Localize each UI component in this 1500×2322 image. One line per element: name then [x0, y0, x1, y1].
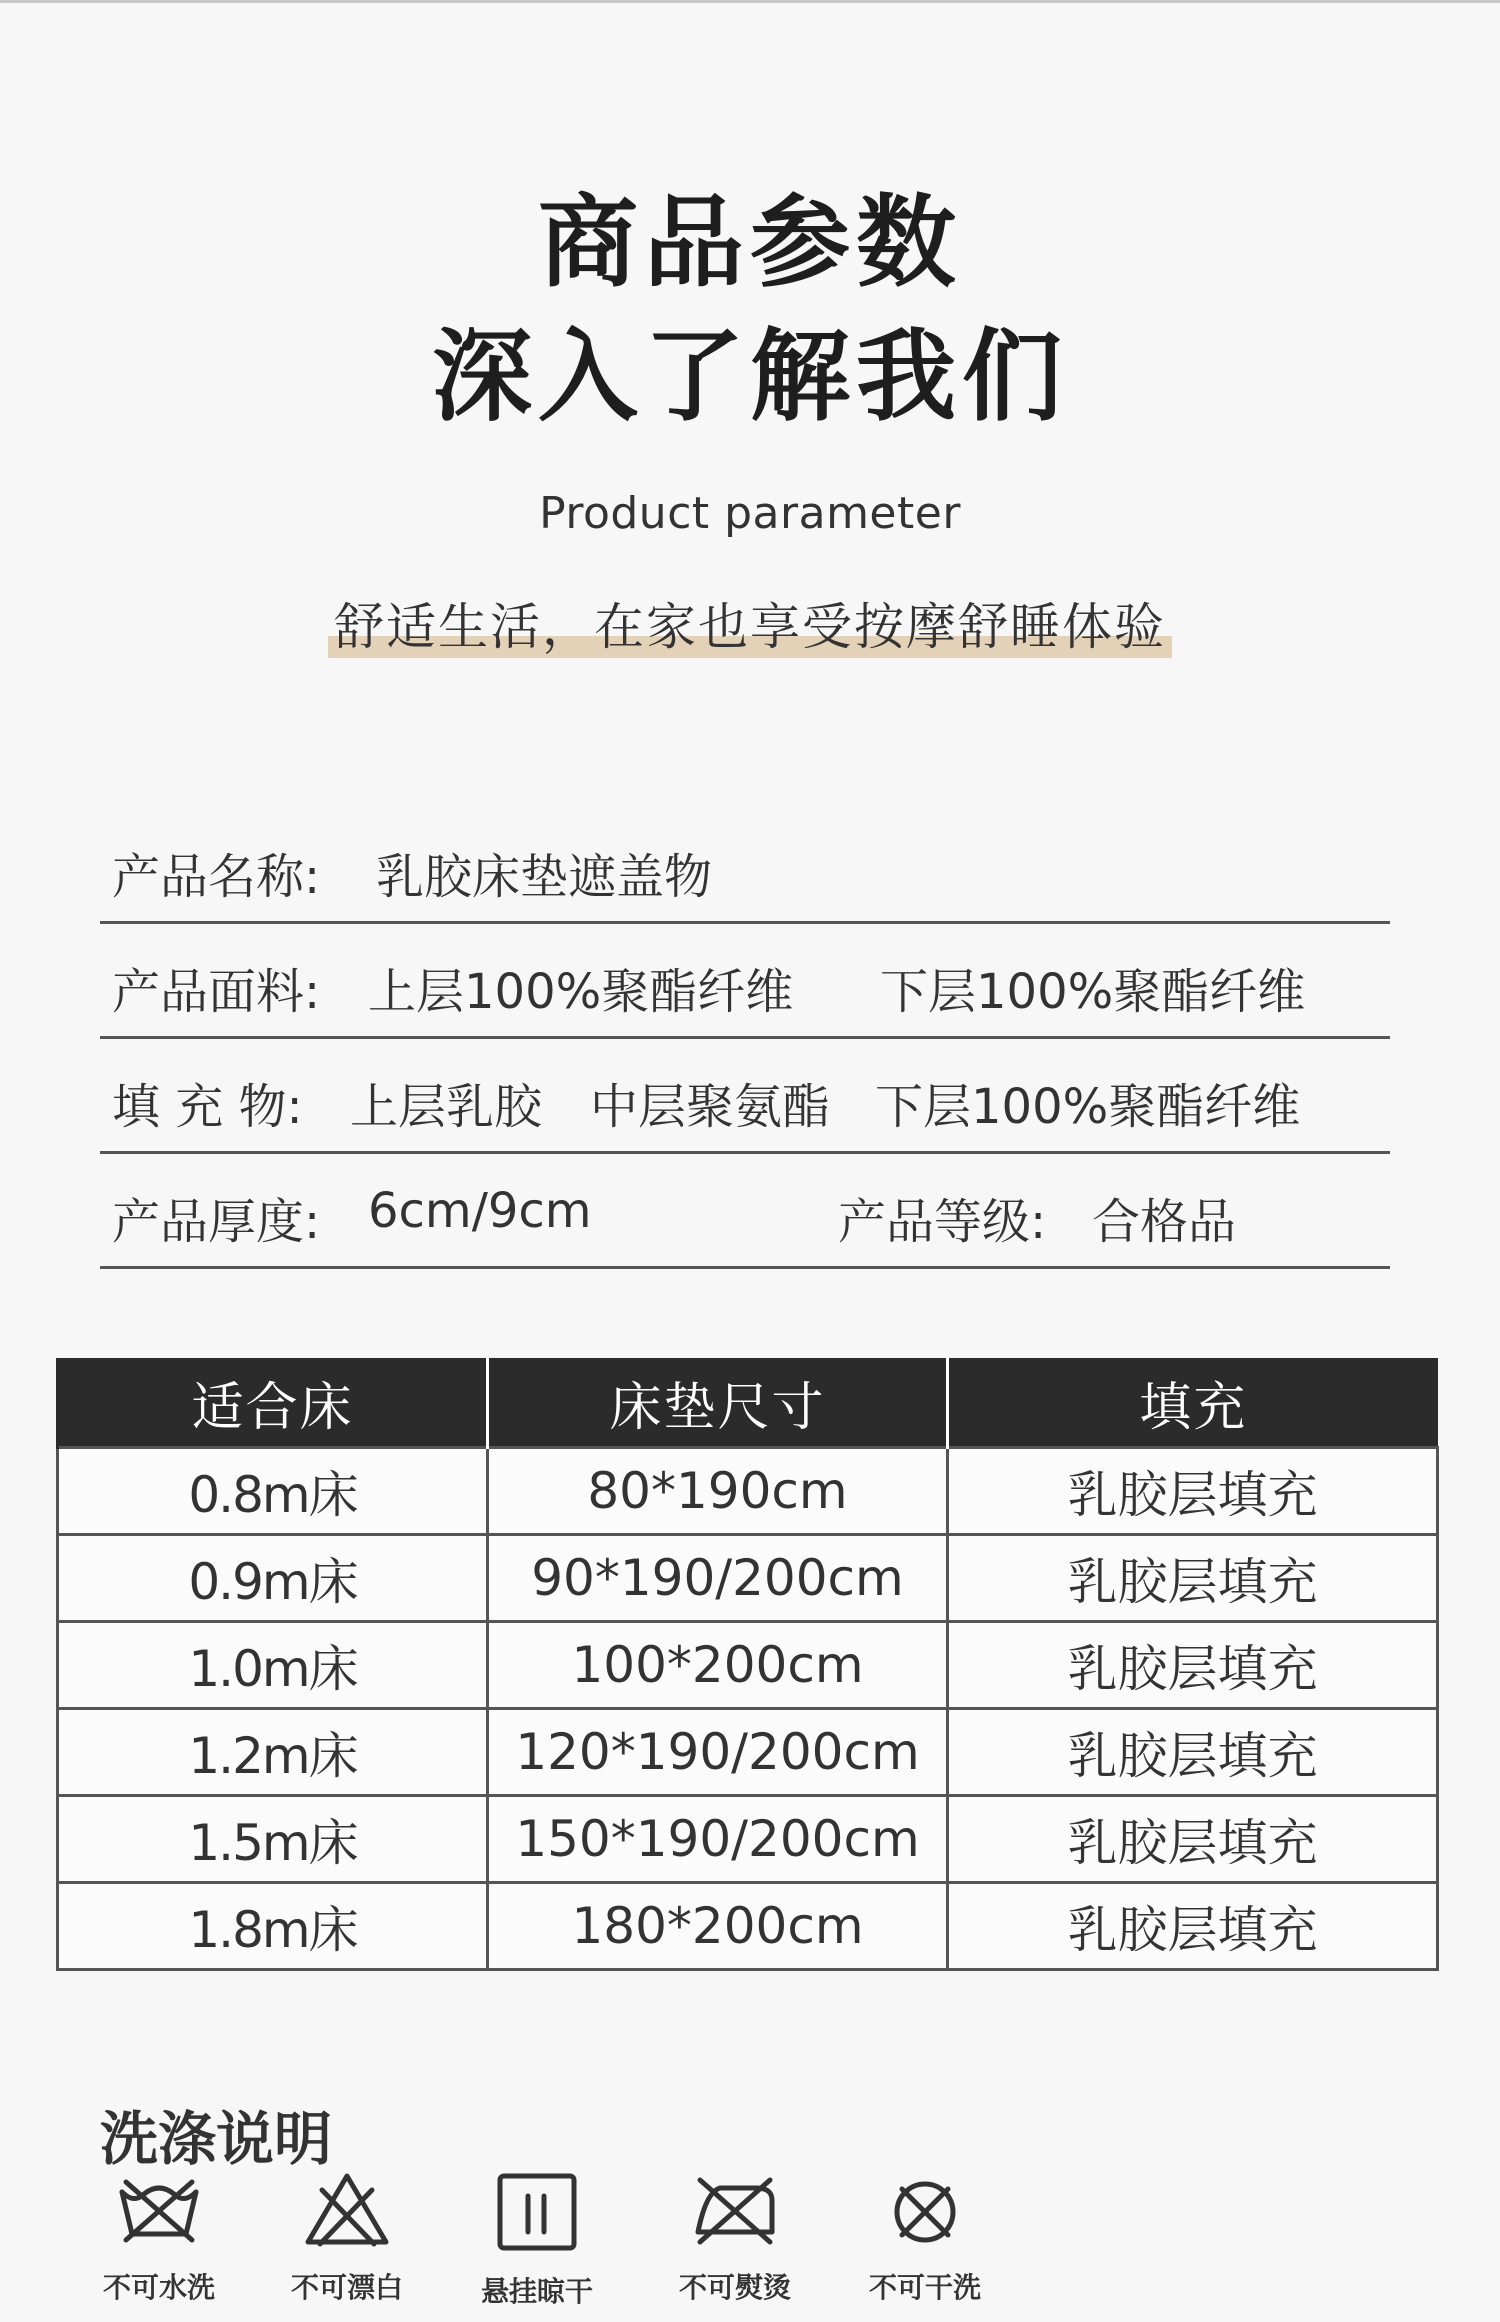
page-title: 商品参数	[538, 184, 962, 301]
mattress-size-cell: 80*190cm	[488, 1448, 948, 1535]
page-subtitle: 深入了解我们	[432, 318, 1068, 435]
filling-cell: 乳胶层填充	[948, 1796, 1438, 1883]
washing-title: 洗涤说明	[100, 2105, 333, 2173]
wash-item-no-iron	[660, 2170, 810, 2306]
spec-value: 乳胶床垫遮盖物	[376, 849, 713, 905]
slogan-banner	[0, 592, 1500, 662]
spec-row-name	[100, 806, 1390, 924]
filling-cell: 乳胶层填充	[948, 1883, 1438, 1970]
table-row	[58, 1448, 1438, 1535]
no-dry-clean-icon	[880, 2170, 970, 2250]
column-header: 填充	[948, 1358, 1438, 1448]
spec-value: 6cm/9cm	[368, 1183, 592, 1239]
wash-label: 不可熨烫	[678, 2271, 791, 2304]
size-table	[56, 1358, 1439, 1971]
wash-item-no-dry-clean	[850, 2170, 1000, 2306]
spec-value: 中层聚氨酯	[590, 1079, 831, 1135]
spec-label: 产品名称:	[112, 849, 321, 905]
wash-item-hang-dry	[462, 2170, 612, 2310]
mattress-size-cell: 100*200cm	[488, 1622, 948, 1709]
spec-label: 产品等级:	[838, 1194, 1047, 1250]
spec-value: 上层乳胶	[350, 1079, 543, 1135]
english-subtitle: Product parameter	[539, 488, 961, 539]
wash-item-no-bleach	[272, 2170, 422, 2306]
spec-label: 填 充 物:	[112, 1079, 303, 1135]
table-row	[58, 1796, 1438, 1883]
spec-row-filling	[100, 1036, 1390, 1154]
spec-label: 产品面料:	[112, 964, 321, 1020]
spec-label: 产品厚度:	[112, 1194, 321, 1250]
mattress-size-cell: 180*200cm	[488, 1883, 948, 1970]
wash-label: 不可漂白	[290, 2271, 403, 2304]
spec-value: 上层100%聚酯纤维	[368, 964, 794, 1020]
wash-label: 悬挂晾干	[480, 2275, 593, 2308]
column-header: 适合床	[58, 1358, 488, 1448]
no-iron-icon	[690, 2170, 780, 2250]
slogan-text: 舒适生活，在家也享受按摩舒睡体验	[334, 598, 1166, 656]
filling-cell: 乳胶层填充	[948, 1622, 1438, 1709]
mattress-size-cell: 90*190/200cm	[488, 1535, 948, 1622]
mattress-size-cell: 150*190/200cm	[488, 1796, 948, 1883]
bed-size-cell: 1.5m床	[58, 1796, 488, 1883]
spec-row-fabric	[100, 921, 1390, 1039]
table-row	[58, 1709, 1438, 1796]
table-header-row	[58, 1358, 1438, 1448]
filling-cell: 乳胶层填充	[948, 1535, 1438, 1622]
spec-value: 下层100%聚酯纤维	[880, 964, 1306, 1020]
table-row	[58, 1883, 1438, 1970]
no-washing-icon	[114, 2170, 204, 2250]
table-row	[58, 1535, 1438, 1622]
table-row	[58, 1622, 1438, 1709]
wash-label: 不可水洗	[102, 2271, 215, 2304]
column-header: 床垫尺寸	[488, 1358, 948, 1448]
spec-value: 合格品	[1092, 1194, 1237, 1250]
bed-size-cell: 1.0m床	[58, 1622, 488, 1709]
top-divider	[0, 0, 1500, 3]
slogan	[330, 592, 1170, 662]
wash-label: 不可干洗	[868, 2271, 981, 2304]
wash-item-no-washing	[84, 2170, 234, 2306]
bed-size-cell: 0.8m床	[58, 1448, 488, 1535]
filling-cell: 乳胶层填充	[948, 1448, 1438, 1535]
mattress-size-cell: 120*190/200cm	[488, 1709, 948, 1796]
bed-size-cell: 1.2m床	[58, 1709, 488, 1796]
hang-dry-icon	[492, 2170, 582, 2254]
bed-size-cell: 1.8m床	[58, 1883, 488, 1970]
filling-cell: 乳胶层填充	[948, 1709, 1438, 1796]
spec-value: 下层100%聚酯纤维	[875, 1079, 1301, 1135]
bed-size-cell: 0.9m床	[58, 1535, 488, 1622]
spec-row-thickness	[100, 1151, 1390, 1269]
no-bleach-icon	[302, 2170, 392, 2250]
